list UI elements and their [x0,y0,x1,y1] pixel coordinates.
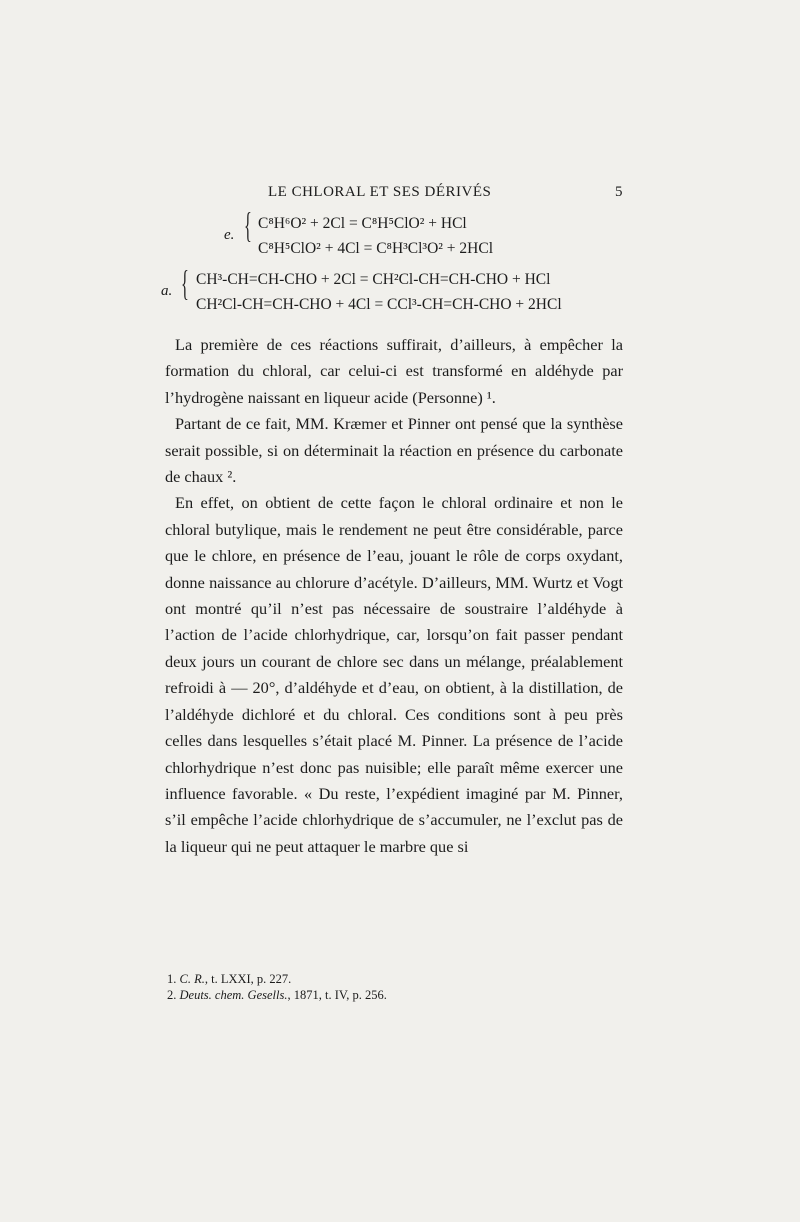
paragraph-1: La première de ces réactions suffirait, d’ailleurs, à empêcher la formation du chloral, car celui-ci est transformé en aldéhyde par l’hydrogène naissant en liqueur acide (Personne) ¹. [165,335,623,407]
footnote-number: 2. [167,988,177,1002]
footnote-detail: , 1871, t. IV, p. 256. [287,988,387,1002]
footnote-1 [167,971,625,987]
equation-e-2: C⁸H⁵ClO² + 4Cl = C⁸H³Cl³O² + 2HCl [258,240,493,257]
brace-e: { [244,205,252,245]
running-header [168,184,623,208]
footnote-detail: , t. LXXI, p. 227. [204,972,292,986]
footnote-2 [167,987,625,1003]
footnote-number: 1. [167,972,177,986]
equation-a-2: CH²Cl-CH=CH-CHO + 4Cl = CCl³-CH=CH-CHO + 2HCl [196,296,562,313]
equation-label-e: e. [224,227,235,243]
footnote-source: C. R. [179,972,205,986]
body-text [165,332,623,860]
equation-e-1: C⁸H⁶O² + 2Cl = C⁸H⁵ClO² + HCl [258,215,467,232]
page-number: 5 [615,184,623,200]
running-title: LE CHLORAL ET SES DÉRIVÉS [268,184,492,200]
footnotes [167,971,625,1003]
equation-a-1: CH³-CH=CH-CHO + 2Cl = CH²Cl-CH=CH-CHO + HCl [196,271,551,288]
paragraph-3: En effet, on obtient de cette façon le chloral ordinaire et non le chloral butylique, mais le rendement ne peut être considérable, parce que le chlore, en présence de l’eau, jouant le rôle de corps oxydant, donne naissance au chlorure d’acétyle. D’ailleurs, MM. Wurtz et Vogt ont montré qu’il n’est pas nécessaire de soustraire l’aldéhyde à l’action de l’acide chlorhydrique, car, lorsqu’on fait passer pendant deux jours un courant de chlore sec dans un mélange, préalablement refroidi à — 20°, d’aldéhyde et d’eau, on obtient, à la distillation, de l’aldéhyde dichloré et du chloral. Ces conditions sont à peu près celles dans lesquelles s’était placé M. Pinner. La présence de l’acide chlorhydrique n’est donc pas nuisible; elle paraît même exercer une influence favorable. « Du reste, l’expédient imaginé par M. Pinner, s’il empêche l’acide chlorhydrique de s’accumuler, ne l’exclut pas de la liqueur qui ne peut attaquer le marbre que si [165,493,623,856]
brace-a: { [181,263,189,303]
footnote-source: Deuts. chem. Gesells. [179,988,288,1002]
paragraph-2: Partant de ce fait, MM. Kræmer et Pinner ont pensé que la synthèse serait possible, si on déterminait la réaction en présence du carbonate de chaux ². [165,414,623,487]
equation-label-a: a. [161,283,173,299]
